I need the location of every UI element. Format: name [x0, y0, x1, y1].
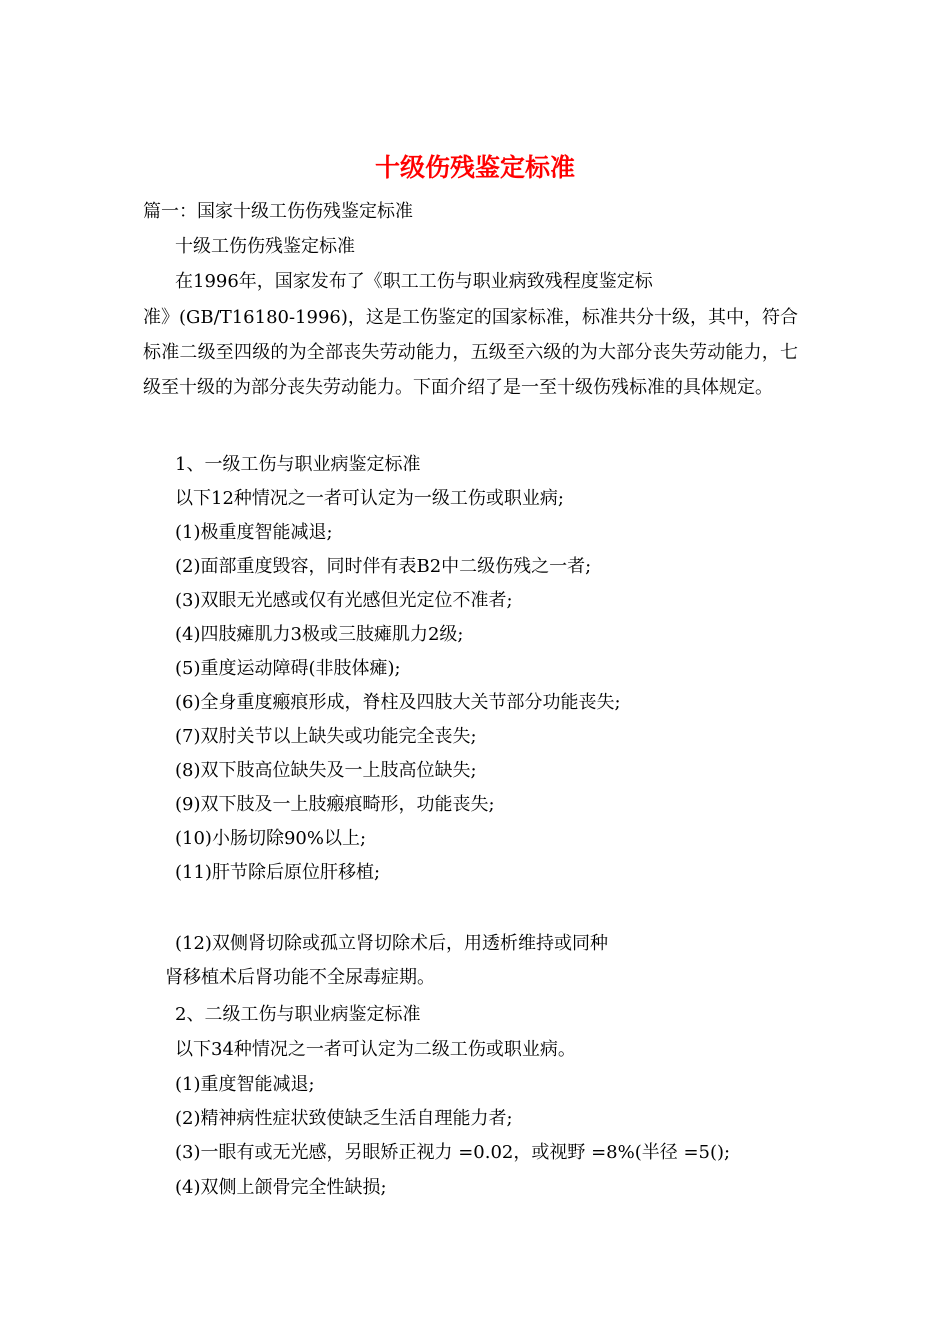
- list-item: (2)精神病性症状致使缺乏生活自理能力者;: [175, 1108, 513, 1129]
- list-item: (10)小肠切除90%以上;: [175, 828, 367, 849]
- list-item: (3)一眼有或无光感，另眼矫正视力 =0.02，或视野 =8%(半径 =5();: [175, 1142, 731, 1163]
- list-item-12-line2: 肾移植术后肾功能不全尿毒症期。: [165, 967, 435, 988]
- list-item: (11)肝节除后原位肝移植;: [175, 862, 381, 883]
- level1-lead: 以下12种情况之一者可认定为一级工伤或职业病;: [175, 488, 564, 509]
- intro-paragraph: 准》(GB/T16180-1996)，这是工伤鉴定的国家标准，标准共分十级，其中，符合标准二级至四级的为全部丧失劳动能力，五级至六级的为大部分丧失劳动能力，七级至十级的为部分丧失劳动能力。下面介绍了是一至十级伤残标准的具体规定。: [143, 307, 798, 398]
- level2-lead: 以下34种情况之一者可认定为二级工伤或职业病。: [175, 1039, 576, 1060]
- level1-heading: 1、一级工伤与职业病鉴定标准: [175, 454, 421, 475]
- section-heading: 篇一：国家十级工伤伤残鉴定标准: [143, 201, 413, 222]
- list-item: (1)极重度智能减退;: [175, 522, 333, 543]
- list-item: (3)双眼无光感或仅有光感但光定位不准者;: [175, 590, 513, 611]
- list-item: (4)四肢瘫肌力3极或三肢瘫肌力2级;: [175, 624, 464, 645]
- list-item: (6)全身重度瘢痕形成，脊柱及四肢大关节部分功能丧失;: [175, 692, 621, 713]
- list-item: (1)重度智能减退;: [175, 1074, 315, 1095]
- list-item: (2)面部重度毁容，同时伴有表B2中二级伤残之一者;: [175, 556, 592, 577]
- list-item: (8)双下肢高位缺失及一上肢高位缺失;: [175, 760, 477, 781]
- list-item: (5)重度运动障碍(非肢体瘫);: [175, 658, 401, 679]
- document-title: 十级伤残鉴定标准: [374, 153, 575, 182]
- list-item-12-line1: (12)双侧肾切除或孤立肾切除术后，用透析维持或同种: [175, 933, 608, 954]
- list-item: (7)双肘关节以上缺失或功能完全丧失;: [175, 726, 477, 747]
- list-item: (4)双侧上颌骨完全性缺损;: [175, 1177, 387, 1198]
- level2-heading: 2、二级工伤与职业病鉴定标准: [175, 1004, 421, 1025]
- list-item: (9)双下肢及一上肢瘢痕畸形，功能丧失;: [175, 794, 495, 815]
- subheading: 十级工伤伤残鉴定标准: [175, 236, 355, 257]
- intro-first-line: 在1996年，国家发布了《职工工伤与职业病致残程度鉴定标: [175, 271, 653, 292]
